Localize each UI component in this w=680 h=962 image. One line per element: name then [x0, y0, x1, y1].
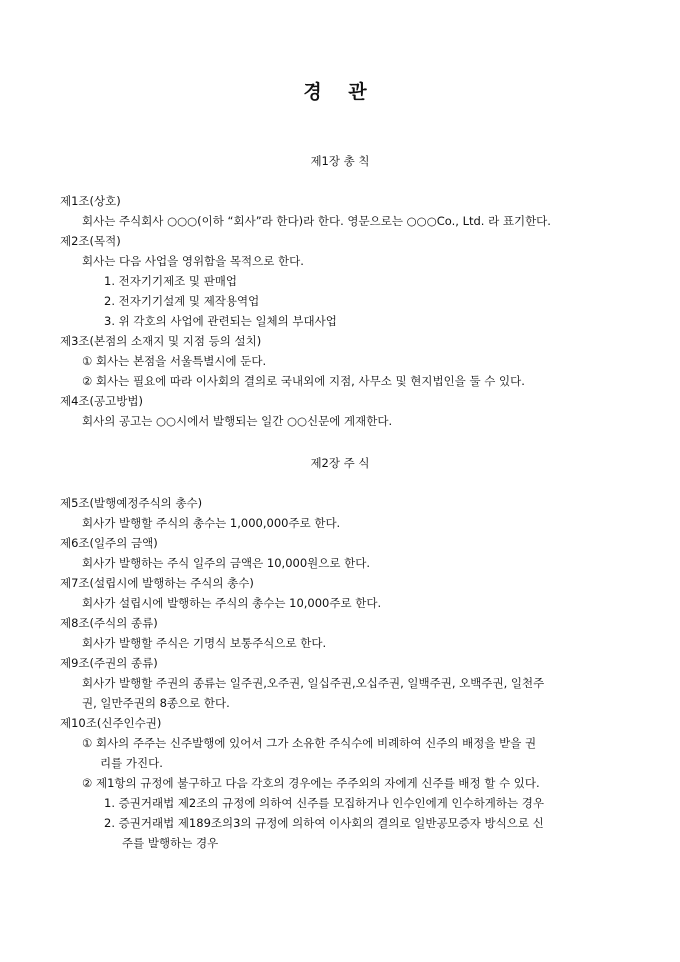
article-2-item-2: 2. 전자기기설계 및 제작용역업 — [104, 294, 260, 308]
chapter-1-heading: 제1장 총 칙 — [310, 154, 370, 168]
article-9-body-line-1: 회사가 발행할 주권의 종류는 일주권,오주권, 일십주권,오십주권, 일백주권, 오백주권, 일천주 — [82, 676, 545, 690]
article-2-body: 회사는 다음 사업을 영위함을 목적으로 한다. — [82, 254, 304, 268]
article-10-sub-item-2-line-2: 주를 발행하는 경우 — [122, 836, 219, 850]
article-4-heading: 제4조(공고방법) — [60, 394, 143, 408]
article-1-body: 회사는 주식회사 ○○○(이하 “회사”라 한다)라 한다. 영문으로는 ○○○Co., Ltd. 라 표기한다. — [82, 214, 551, 228]
chapter-2-heading: 제2장 주 식 — [310, 456, 370, 470]
article-3-item-1: ① 회사는 본점을 서울특별시에 둔다. — [82, 354, 267, 368]
article-10-heading: 제10조(신주인수권) — [60, 716, 162, 730]
article-1-heading: 제1조(상호) — [60, 194, 121, 208]
article-10-item-1-line-1: ① 회사의 주주는 신주발행에 있어서 그가 소유한 주식수에 비례하여 신주의 배정을 받을 권 — [82, 736, 537, 750]
article-3-item-2: ② 회사는 필요에 따라 이사회의 결의로 국내외에 지점, 사무소 및 현지법인을 둘 수 있다. — [82, 374, 525, 388]
article-3-heading: 제3조(본점의 소재지 및 지점 등의 설치) — [60, 334, 262, 348]
article-5-body: 회사가 발행할 주식의 총수는 1,000,000주로 한다. — [82, 516, 341, 530]
article-8-heading: 제8조(주식의 종류) — [60, 616, 158, 630]
article-8-body: 회사가 발행할 주식은 기명식 보통주식으로 한다. — [82, 636, 327, 650]
article-7-body: 회사가 설립시에 발행하는 주식의 총수는 10,000주로 한다. — [82, 596, 382, 610]
article-4-body: 회사의 공고는 ○○시에서 발행되는 일간 ○○신문에 게재한다. — [82, 414, 393, 428]
article-10-sub-item-1: 1. 증권거래법 제2조의 규정에 의하여 신주를 모집하거나 인수인에게 인수하게하는 경우 — [104, 796, 544, 810]
article-7-heading: 제7조(설립시에 발행하는 주식의 총수) — [60, 576, 254, 590]
article-10-item-2: ② 제1항의 규정에 불구하고 다음 각호의 경우에는 주주외의 자에게 신주를 배정 할 수 있다. — [82, 776, 540, 790]
article-5-heading: 제5조(발행예정주식의 총수) — [60, 496, 203, 510]
article-2-heading: 제2조(목적) — [60, 234, 121, 248]
document-title: 경 관 — [303, 81, 377, 103]
article-9-body-line-2: 권, 일만주권의 8종으로 한다. — [82, 696, 230, 710]
article-10-item-1-line-2: 리를 가진다. — [100, 756, 163, 770]
article-9-heading: 제9조(주권의 종류) — [60, 656, 158, 670]
article-2-item-1: 1. 전자기기제조 및 판매업 — [104, 274, 238, 288]
article-2-item-3: 3. 위 각호의 사업에 관련되는 일체의 부대사업 — [104, 314, 337, 328]
article-10-sub-item-2-line-1: 2. 증권거래법 제189조의3의 규정에 의하여 이사회의 결의로 일반공모증자 방식으로 신 — [104, 816, 544, 830]
article-6-heading: 제6조(일주의 금액) — [60, 536, 158, 550]
article-6-body: 회사가 발행하는 주식 일주의 금액은 10,000원으로 한다. — [82, 556, 371, 570]
